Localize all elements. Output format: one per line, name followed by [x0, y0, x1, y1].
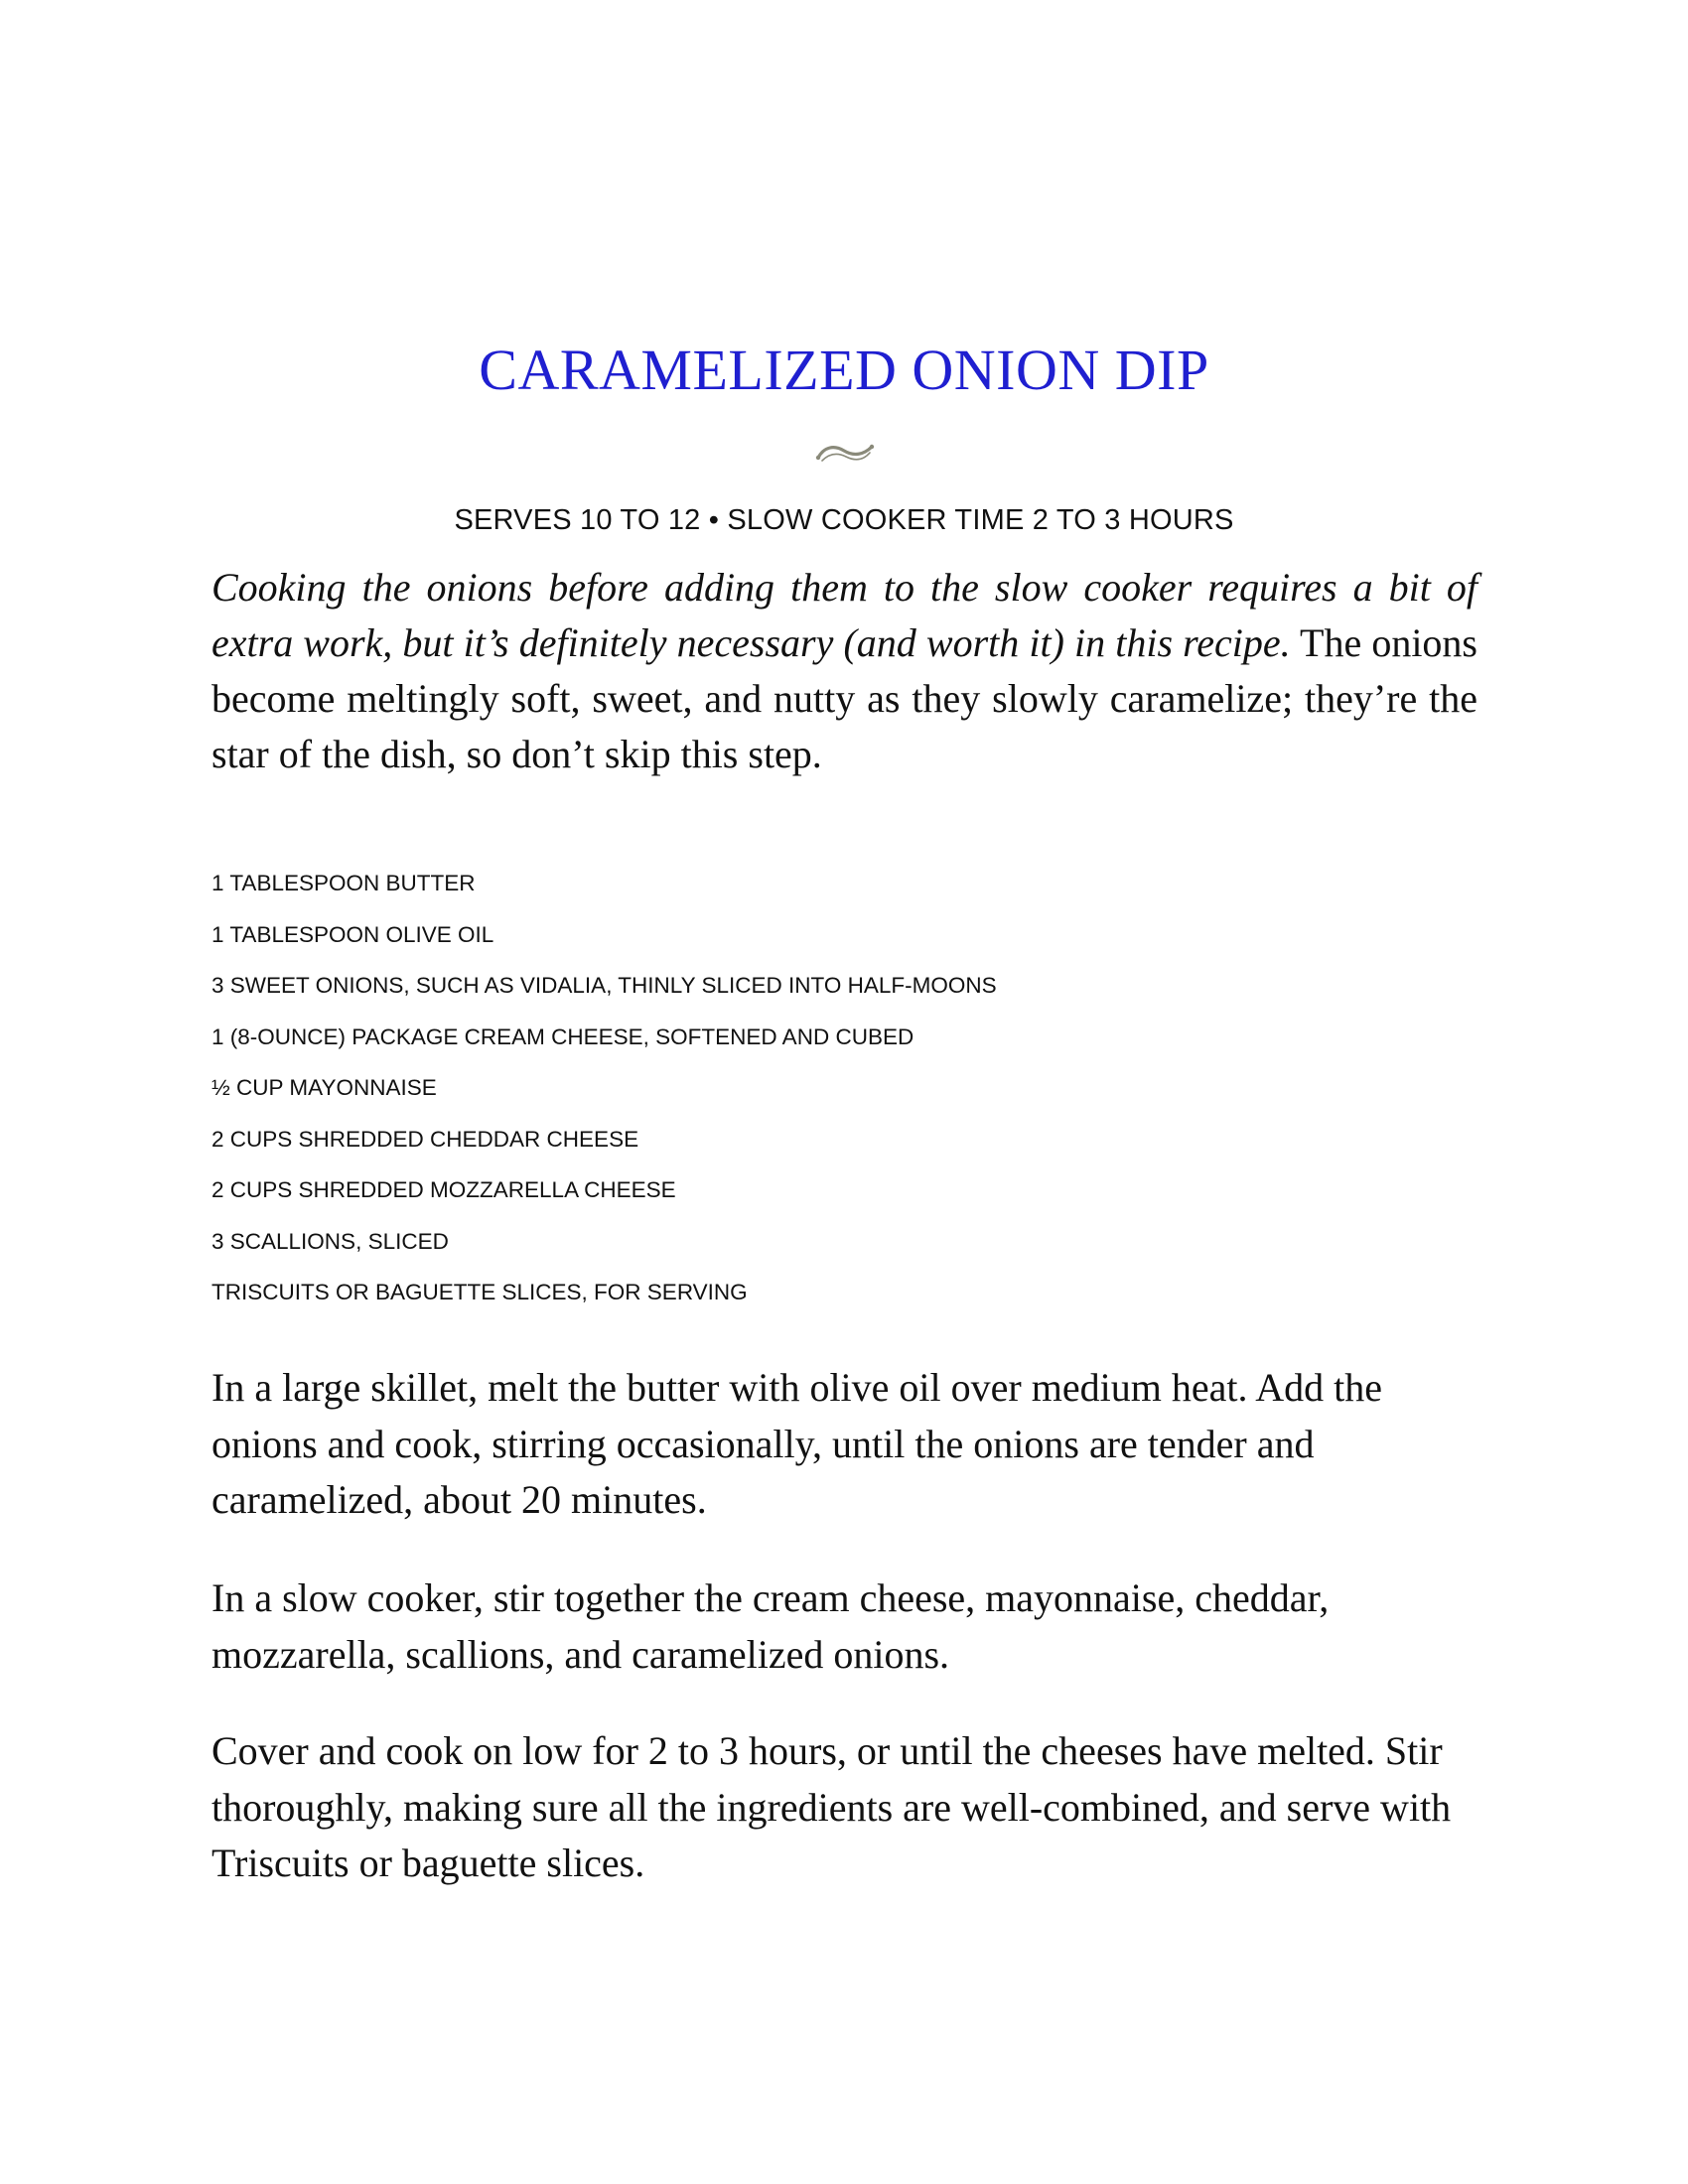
- ingredient-item: 3 SCALLIONS, SLICED: [211, 1228, 449, 1254]
- serves-and-time: SERVES 10 TO 12 • SLOW COOKER TIME 2 TO 3 HOURS: [454, 504, 1234, 536]
- intro-regular-text: The onions become meltingly soft, sweet, and nutty as they slowly caramelize; they’re the star of the dish, so don’t skip this step.: [211, 620, 1477, 776]
- instruction-step-3: Cover and cook on low for 2 to 3 hours, or until the cheeses have melted. Stir thoroughly, making sure all the ingredients are well-combined, and serve with Triscuits or baguette slices.: [211, 1728, 1452, 1885]
- instruction-step-2: In a slow cooker, stir together the cream cheese, mayonnaise, cheddar, mozzarella, scallions, and caramelized onions.: [211, 1575, 1330, 1677]
- ingredient-item: 2 CUPS SHREDDED CHEDDAR CHEESE: [211, 1126, 639, 1152]
- ingredient-item: 3 SWEET ONIONS, SUCH AS VIDALIA, THINLY SLICED INTO HALF-MOONS: [211, 973, 997, 998]
- ingredient-item: 2 CUPS SHREDDED MOZZARELLA CHEESE: [211, 1177, 676, 1202]
- instruction-step-1: In a large skillet, melt the butter with olive oil over medium heat. Add the onions and cook, stirring occasionally, until the onions are tender and caramelized, about 20 minutes.: [211, 1365, 1382, 1522]
- ingredient-item: ½ CUP MAYONNAISE: [211, 1075, 437, 1100]
- ingredient-item: 1 TABLESPOON OLIVE OIL: [211, 921, 494, 947]
- tilde-swash-ornament-icon: [814, 441, 876, 465]
- ingredient-item: TRISCUITS OR BAGUETTE SLICES, FOR SERVING: [211, 1280, 748, 1304]
- ingredient-item: 1 (8-OUNCE) PACKAGE CREAM CHEESE, SOFTENED AND CUBED: [211, 1024, 914, 1049]
- ingredient-item: 1 TABLESPOON BUTTER: [211, 871, 476, 895]
- intro-italic-text: Cooking the onions before adding them to the slow cooker requires a bit of extra work, but it’s definitely necessary (and worth it) in this recipe.: [211, 565, 1477, 665]
- ingredient-list: [211, 858, 997, 1318]
- recipe-title: CARAMELIZED ONION DIP: [479, 338, 1209, 402]
- recipe-introduction: [211, 560, 1477, 782]
